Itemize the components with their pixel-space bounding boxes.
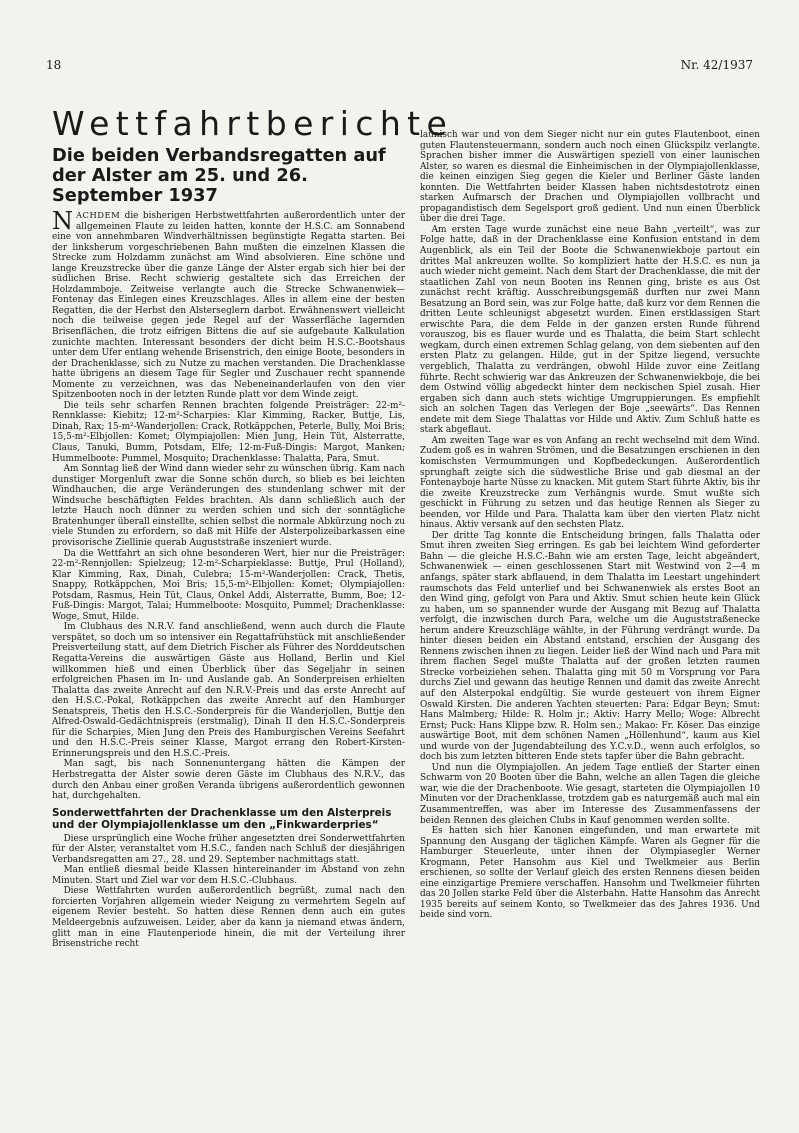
article-headline: Die beiden Verbandsregatten auf der Alster am 25. und 26. September 1937: [52, 145, 386, 206]
paragraph: Der dritte Tag konnte die Entscheidung bringen, falls Thalatta oder Smut ihren zweiten Sieg erringen. Es gab bei leichtem Wind geforderter Bahn — die gleiche H.S.C.-Bahn wie am ersten Tage, leicht abgeändert, Schwanenwiek — einen geschlossenen Start mit Westwind von 2—4 m anfangs, später stark abflauend, in dem Thalatta im Leestart ungehindert raumschots das Feld unterlief und bei Schwanenwiek als erstes Boot an den Wind ging, gefolgt von Para und Aktiv. Smut schien heute kein Glück zu haben, um so spannender wurde der Ausgang mit Bezug auf Thalatta verfolgt, die inzwischen durch Para, welche um die Auguststraßenecke herum andere Kreuzschläge wählte, in der Führung verdrängt wurde. Da hinter diesen beiden ein Abstand entstand, erschien der Ausgang des Rennens zwischen ihnen zu liegen. Leider ließ der Wind nach und Para mit ihrem flachen Segel mußte Thalatta auf der großen letzten raumen Strecke vorbeiziehen sehen. Thalatta ging mit 50 m Vorsprung vor Para durchs Ziel und gewann das heutige Rennen und damit das zweite Anrecht auf den Alsterpokal endgültig. Sie wurde gesteuert von ihrem Eigner Oswald Kirsten. Die anderen Yachten steuerten: Para: Edgar Beyn; Smut: Hans Malmberg; Hilde: R. Holm jr.; Aktiv: Harry Mello; Woge: Albrecht Ernst; Puck: Hans Klippe bzw. R. Holm sen.; Makao: Fr. Köser. Das einzige auswärtige Boot, mit dem schönen Namen „Höllenhund“, kaum aus Kiel und wurde von der Jugendabteilung des Y.C.v.D., wenn auch erfolglos, so doch bis zum letzten bitteren Ende stets tapfer über die Bahn gebracht.: [420, 530, 760, 763]
right-column: [420, 130, 760, 921]
lead-in-caps: ACHDEM: [76, 210, 121, 220]
paragraph: Diese Wettfahrten wurden außerordentlich begrüßt, zumal nach den forcierten Vorjahren allgemein wieder Neigung zu vermehrtem Segeln auf eigenem Revier besteht. So hatten diese Rennen denn auch ein gutes Meldeergebnis aufzuweisen. Leider, aber da kann ja niemand etwas ändern, glitt man in eine Flautenperiode hinein, die mit der Verteilung ihrer Brisenstriche recht: [52, 886, 405, 950]
paragraph: [52, 207, 405, 401]
paragraph: Am Sonntag ließ der Wind dann wieder sehr zu wünschen übrig. Kam nach dunstiger Morgenluft zwar die Sonne schön durch, so blieb es bei leichten Windhauchen, die arge Veränderungen des stundenlang schwer mit der Windsuche beschäftigten Feldes brachten. Als dann schließlich auch der letzte Hauch noch dünner zu werden schien und sich der sonntägliche Bratenhunger überall einstellte, schien selbst die normale Abkürzung noch zu viele Stunden zu erfordern, so daß mit Hilfe der Alsterpolizeibarkassen eine provisorische Ziellinie querab Auguststraße inszeniert wurde.: [52, 464, 405, 548]
issue-number: Nr. 42/1937: [680, 58, 753, 72]
paragraph: Man sagt, bis nach Sonnenuntergang hätten die Kämpen der Herbstregatta der Alster sowie deren Gäste im Clubhaus des N.R.V., das durch den Anbau einer großen Veranda übrigens außerordentlich gewonnen hat, durchgehalten.: [52, 759, 405, 802]
section-masthead: Wettfahrtberichte: [52, 104, 454, 143]
paragraph: Diese ursprünglich eine Woche früher angesetzten drei Sonderwettfahrten für der Alster, veranstaltet vom H.S.C., fanden nach Schluß der diesjährigen Verbandsregatten am 27., 28. und 29. September nachmittags statt.: [52, 833, 405, 865]
paragraph: launisch war und von dem Sieger nicht nur ein gutes Flautenboot, einen guten Flautensteuermann, sondern auch noch einen Glückspilz verlangte. Sprachen bisher immer die Auswärtigen speziell von einer launischen Alster, so waren es diesmal die Einheimischen in der Olympiajollenklasse, die keinen einzigen Sieg gegen die Kieler und Berliner Gäste landen konnten. Die Wettfahrten beider Klassen haben nichtsdestotrotz einen starken Aufmarsch der Drachen und Olympiajollen vollbracht und propagandistisch dem Segelsport groß gedient. Und nun einen Überblick über die drei Tage.: [420, 130, 760, 225]
paragraph: Und nun die Olympiajollen. An jedem Tage entließ der Starter einen Schwarm von 20 Booten über die Bahn, welche an allen Tagen die gleiche war, wie die der Drachenboote. Wie gesagt, starteten die Olympiajollen 10 Minuten vor der Drachenklasse, trotzdem gab es naturgemäß auch mal ein Zusammentreffen, was aber im Interesse des Zusammenfassens der beiden Rennen des gleichen Clubs in Kauf genommen werden sollte.: [420, 762, 760, 826]
paragraph: Im Clubhaus des N.R.V. fand anschließend, wenn auch durch die Flaute verspätet, so doch um so intensiver ein Regattafrühstück mit anschließender Preisverteilung statt, auf dem Dietrich Fischer als Führer des Norddeutschen Regatta-Vereins die auswärtigen Gäste aus Holland, Berlin und Kiel willkommen hieß und einen Überblick über das Segeljahr in seinen erfolgreichen Phasen im In- und Auslande gab. An Sonderpreisen erhielten Thalatta das zweite Anrecht auf den N.R.V.-Preis und das erste Anrecht auf den H.S.C.-Pokal, Rotkäppchen das zweite Anrecht auf den Hamburger Senatspreis, Thetis den H.S.C.-Sonderpreis für die Wanderjollen, Buttje den Alfred-Oswald-Gedächtnispreis (erstmalig), Dinah II den H.S.C.-Sonderpreis für die Scharpies, Mien Jung den Preis des Hamburgischen Vereins Seefahrt und den H.S.C.-Preis seiner Klasse, Margot errang den Robert-Kirsten-Erinnerungspreis und den H.S.C.-Preis.: [52, 622, 405, 759]
page-number: 18: [46, 58, 62, 72]
paragraph: Man entließ diesmal beide Klassen hintereinander im Abstand von zehn Minuten. Start und Ziel war vor dem H.S.C.-Clubhaus.: [52, 865, 405, 886]
drop-cap: N: [52, 207, 73, 235]
paragraph: Am ersten Tage wurde zunächst eine neue Bahn „verteilt“, was zur Folge hatte, daß in der Drachenklasse eine Konfusion entstand in dem Augenblick, als ein Teil der Boote die Schwanenwiekboje partout ein drittes Mal ankreuzen wollte. So kompliziert hatte der H.S.C. es nun ja auch wieder nicht gemeint. Nach dem Start der Drachenklasse, die mit der staatlichen Zahl von neun Booten ins Rennen ging, briste es aus Ost zunächst recht kräftig. Ausschreibungsgemäß durften nur zwei Mann Besatzung an Bord sein, was zur Folge hatte, daß kurz vor dem Rennen die dritten Leute schleunigst abgesetzt wurden. Einen erstklassigen Start erwischte Para, die dem Felde in der ganzen ersten Runde führend vorauszog, bis es flauer wurde und es Thalatta, die beim Start schlecht wegkam, durch einen extremen Schlag gelang, von dem siebenten auf den ersten Platz zu gelangen. Hilde, gut in der Spitze liegend, versuchte vergeblich, Thalatta zu verdrängen, obwohl Hilde zuvor eine Zeitlang führte. Recht schwierig war das Ankreuzen der Schwanenwiekboje, die bei dem Ostwind völlig abgedeckt hinter dem neckischen Spiel zusah. Hier ergaben sich dann auch stets wichtige Umgruppierungen. Es empfiehlt sich an solchen Tagen das Verlegen der Boje „seewärts“. Das Rennen endete mit dem Siege Thalattas vor Hilde und Aktiv. Zum Schluß hatte es stark abgeflaut.: [420, 224, 760, 436]
paragraph: Am zweiten Tage war es von Anfang an recht wechselnd mit dem Wind. Zudem goß es in wahren Strömen, und die Besatzungen erschienen in den komischsten Vermummungen und Kopfbedeckungen. Außerordentlich sprunghaft zeigte sich die südwestliche Brise und gab diesmal an der Fontenayboje harte Nüsse zu knacken. Mit gutem Start führte Aktiv, bis ihr die zweite Kreuzstrecke zum Verhängnis wurde. Smut wußte sich geschickt in Führung zu setzen und das heutige Rennen als Sieger zu beenden, vor Hilde und Para. Thalatta kam über den vierten Platz nicht hinaus. Aktiv versank auf den sechsten Platz.: [420, 435, 760, 531]
paragraph-text: die bisherigen Herbstwettfahrten außerordentlich unter der allgemeinen Flaute zu leiden hatten, konnte der H.S.C. am Sonnabend eine von annehmbaren Windverhältnissen begünstigte Regatta starten. Bei der linksherum vorgeschriebenen Bahn mußten die einzelnen Klassen die Strecke zum Holzdamm zunächst am Wind absolvieren. Eine schöne und lange Kreuzstrecke über die ganze Länge der Alster ergab sich hier bei der südlichen Brise. Recht schwierig gestaltete sich das Erreichen der Holzdammboje. Zeitweise verlangte auch die Strecke Schwanenwiek—Fontenay das Einlegen eines Kreuzschlages. Alles in allem eine der besten Regatten, die der Herbst den Alsterseglern darbot. Erwähnenswert vielleicht noch die teilweise gegen jede Regel auf der Wasserfläche lagernden Brisenflächen, die trotz eifrigen Bittens die auf sie aufgebaute Kalkulation zunichte machten. Interessant besonders der dicht beim H.S.C.-Bootshaus unter dem Ufer entlang wehende Brisenstrich, den einige Boote, besonders in der Drachenklasse, sich zu Nutze zu machen verstanden. Die Drachenklasse hatte übrigens an diesem Tage für Segler und Zuschauer recht spannende Momente zu verzeichnen, was das Nebeneinanderlaufen von den vier Spitzenbooten noch in der letzten Runde platt vor dem Winde zeigt.: [52, 211, 405, 401]
section-subheading: Sonderwettfahrten der Drachenklasse um den Alsterpreis und der Olympiajollenklasse um den „Finkwarderpries“: [52, 806, 392, 831]
paragraph: Da die Wettfahrt an sich ohne besonderen Wert, hier nur die Preisträger: 22-m²-Rennjollen: Spielzeug; 12-m²-Scharpieklasse: Buttje, Prul (Holland), Klar Kimming, Rax, Dinah, Culebra; 15-m²-Wanderjollen: Crack, Thetis, Snappy, Rotkäppchen, Moi Bris; 15,5-m²-Elbjollen: Komet; Olympiajollen: Potsdam, Rasmus, Hein Tüt, Claus, Onkel Addi, Alsterratte, Bumm, Boe; 12-Fuß-Dingis: Margot, Talai; Hummelboote: Mosquito, Pummel; Drachenklasse: Woge, Smut, Hilde.: [52, 548, 405, 622]
left-column: [52, 146, 405, 950]
paragraph: Die teils sehr scharfen Rennen brachten folgende Preisträger: 22-m²-Rennklasse: Kiebitz; 12-m²-Scharpies: Klar Kimming, Racker, Buttje, Lis, Dinah, Rax; 15-m²-Wanderjollen: Crack, Rotkäppchen, Peterle, Bully, Moi Bris; 15,5-m²-Elbjollen: Komet; Olympiajollen: Mien Jung, Hein Tüt, Alsterratte, Claus, Tanuki, Bumm, Potsdam, Elfe; 12-m-Fuß-Dingis: Margot, Manken; Hummelboote: Pummel, Mosquito; Drachenklasse: Thalatta, Para, Smut.: [52, 400, 405, 464]
paragraph: Es hatten sich hier Kanonen eingefunden, und man erwartete mit Spannung den Ausgang der täglichen Kämpfe. Waren als Gegner für die Hamburger Steuerleute, unter ihnen der Olympiasegler Werner Krogmann, Peter Hansohm aus Kiel und Twelkmeier aus Berlin erschienen, so sollte der Verlauf gleich des ersten Rennens diesen beiden eine einzigartige Premiere verschaffen. Hansohm und Twelkmeier führten das 20 Jollen starke Feld über die Alsterbahn. Hatte Hansohm das Anrecht 1935 bereits auf seinem Konto, so Twelkmeier das des Jahres 1936. Und beide sind vorn.: [420, 826, 760, 921]
